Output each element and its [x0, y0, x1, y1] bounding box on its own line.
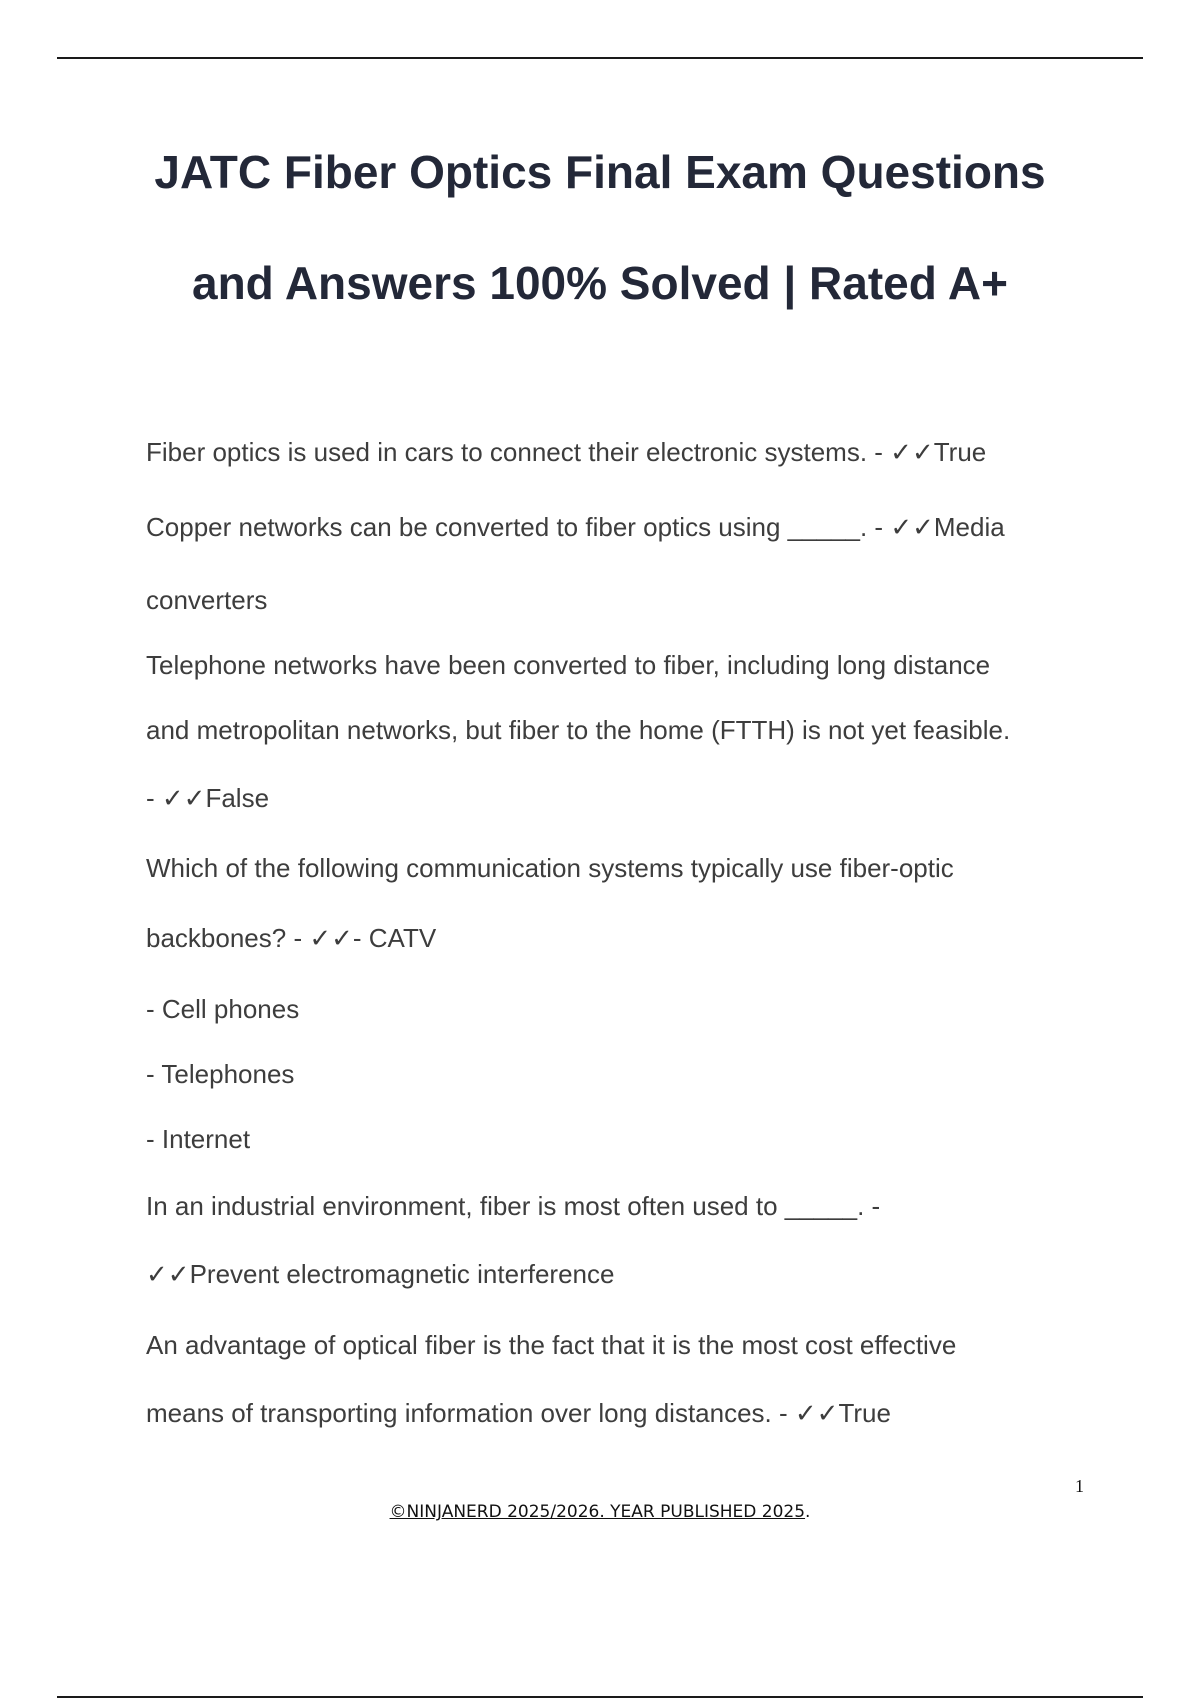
body-line: Which of the following communication systems typically use fiber-optic	[146, 853, 954, 883]
document-title-line-1: JATC Fiber Optics Final Exam Questions	[154, 146, 1046, 198]
page-number: 1	[1075, 1476, 1084, 1496]
body-line: converters	[146, 585, 268, 615]
copyright-period: .	[805, 1502, 811, 1522]
body-line: - Cell phones	[146, 994, 300, 1024]
body-line: In an industrial environment, fiber is most often used to _____. -	[146, 1191, 881, 1221]
copyright-text: ©NINJANERD 2025/2026. YEAR PUBLISHED 2025	[389, 1502, 806, 1522]
copyright-footer	[0, 1502, 1200, 1522]
bottom-rule	[57, 1696, 1143, 1698]
body-line: - Internet	[146, 1124, 251, 1154]
body-line: backbones? - ✓✓- CATV	[146, 923, 437, 953]
body-line: means of transporting information over long distances. - ✓✓True	[146, 1398, 891, 1428]
body-line: An advantage of optical fiber is the fact that it is the most cost effective	[146, 1330, 957, 1360]
document-title-line-2: and Answers 100% Solved | Rated A+	[191, 257, 1009, 309]
body-line: Copper networks can be converted to fiber optics using _____. - ✓✓Media	[146, 512, 1005, 542]
body-line: and metropolitan networks, but fiber to the home (FTTH) is not yet feasible.	[146, 715, 1011, 745]
body-line: Fiber optics is used in cars to connect their electronic systems. - ✓✓True	[146, 437, 987, 467]
body-line: Telephone networks have been converted to fiber, including long distance	[146, 650, 991, 680]
body-line: - Telephones	[146, 1059, 295, 1089]
body-line: - ✓✓False	[146, 783, 270, 813]
body-line: ✓✓Prevent electromagnetic interference	[146, 1259, 615, 1289]
top-rule	[57, 57, 1143, 59]
